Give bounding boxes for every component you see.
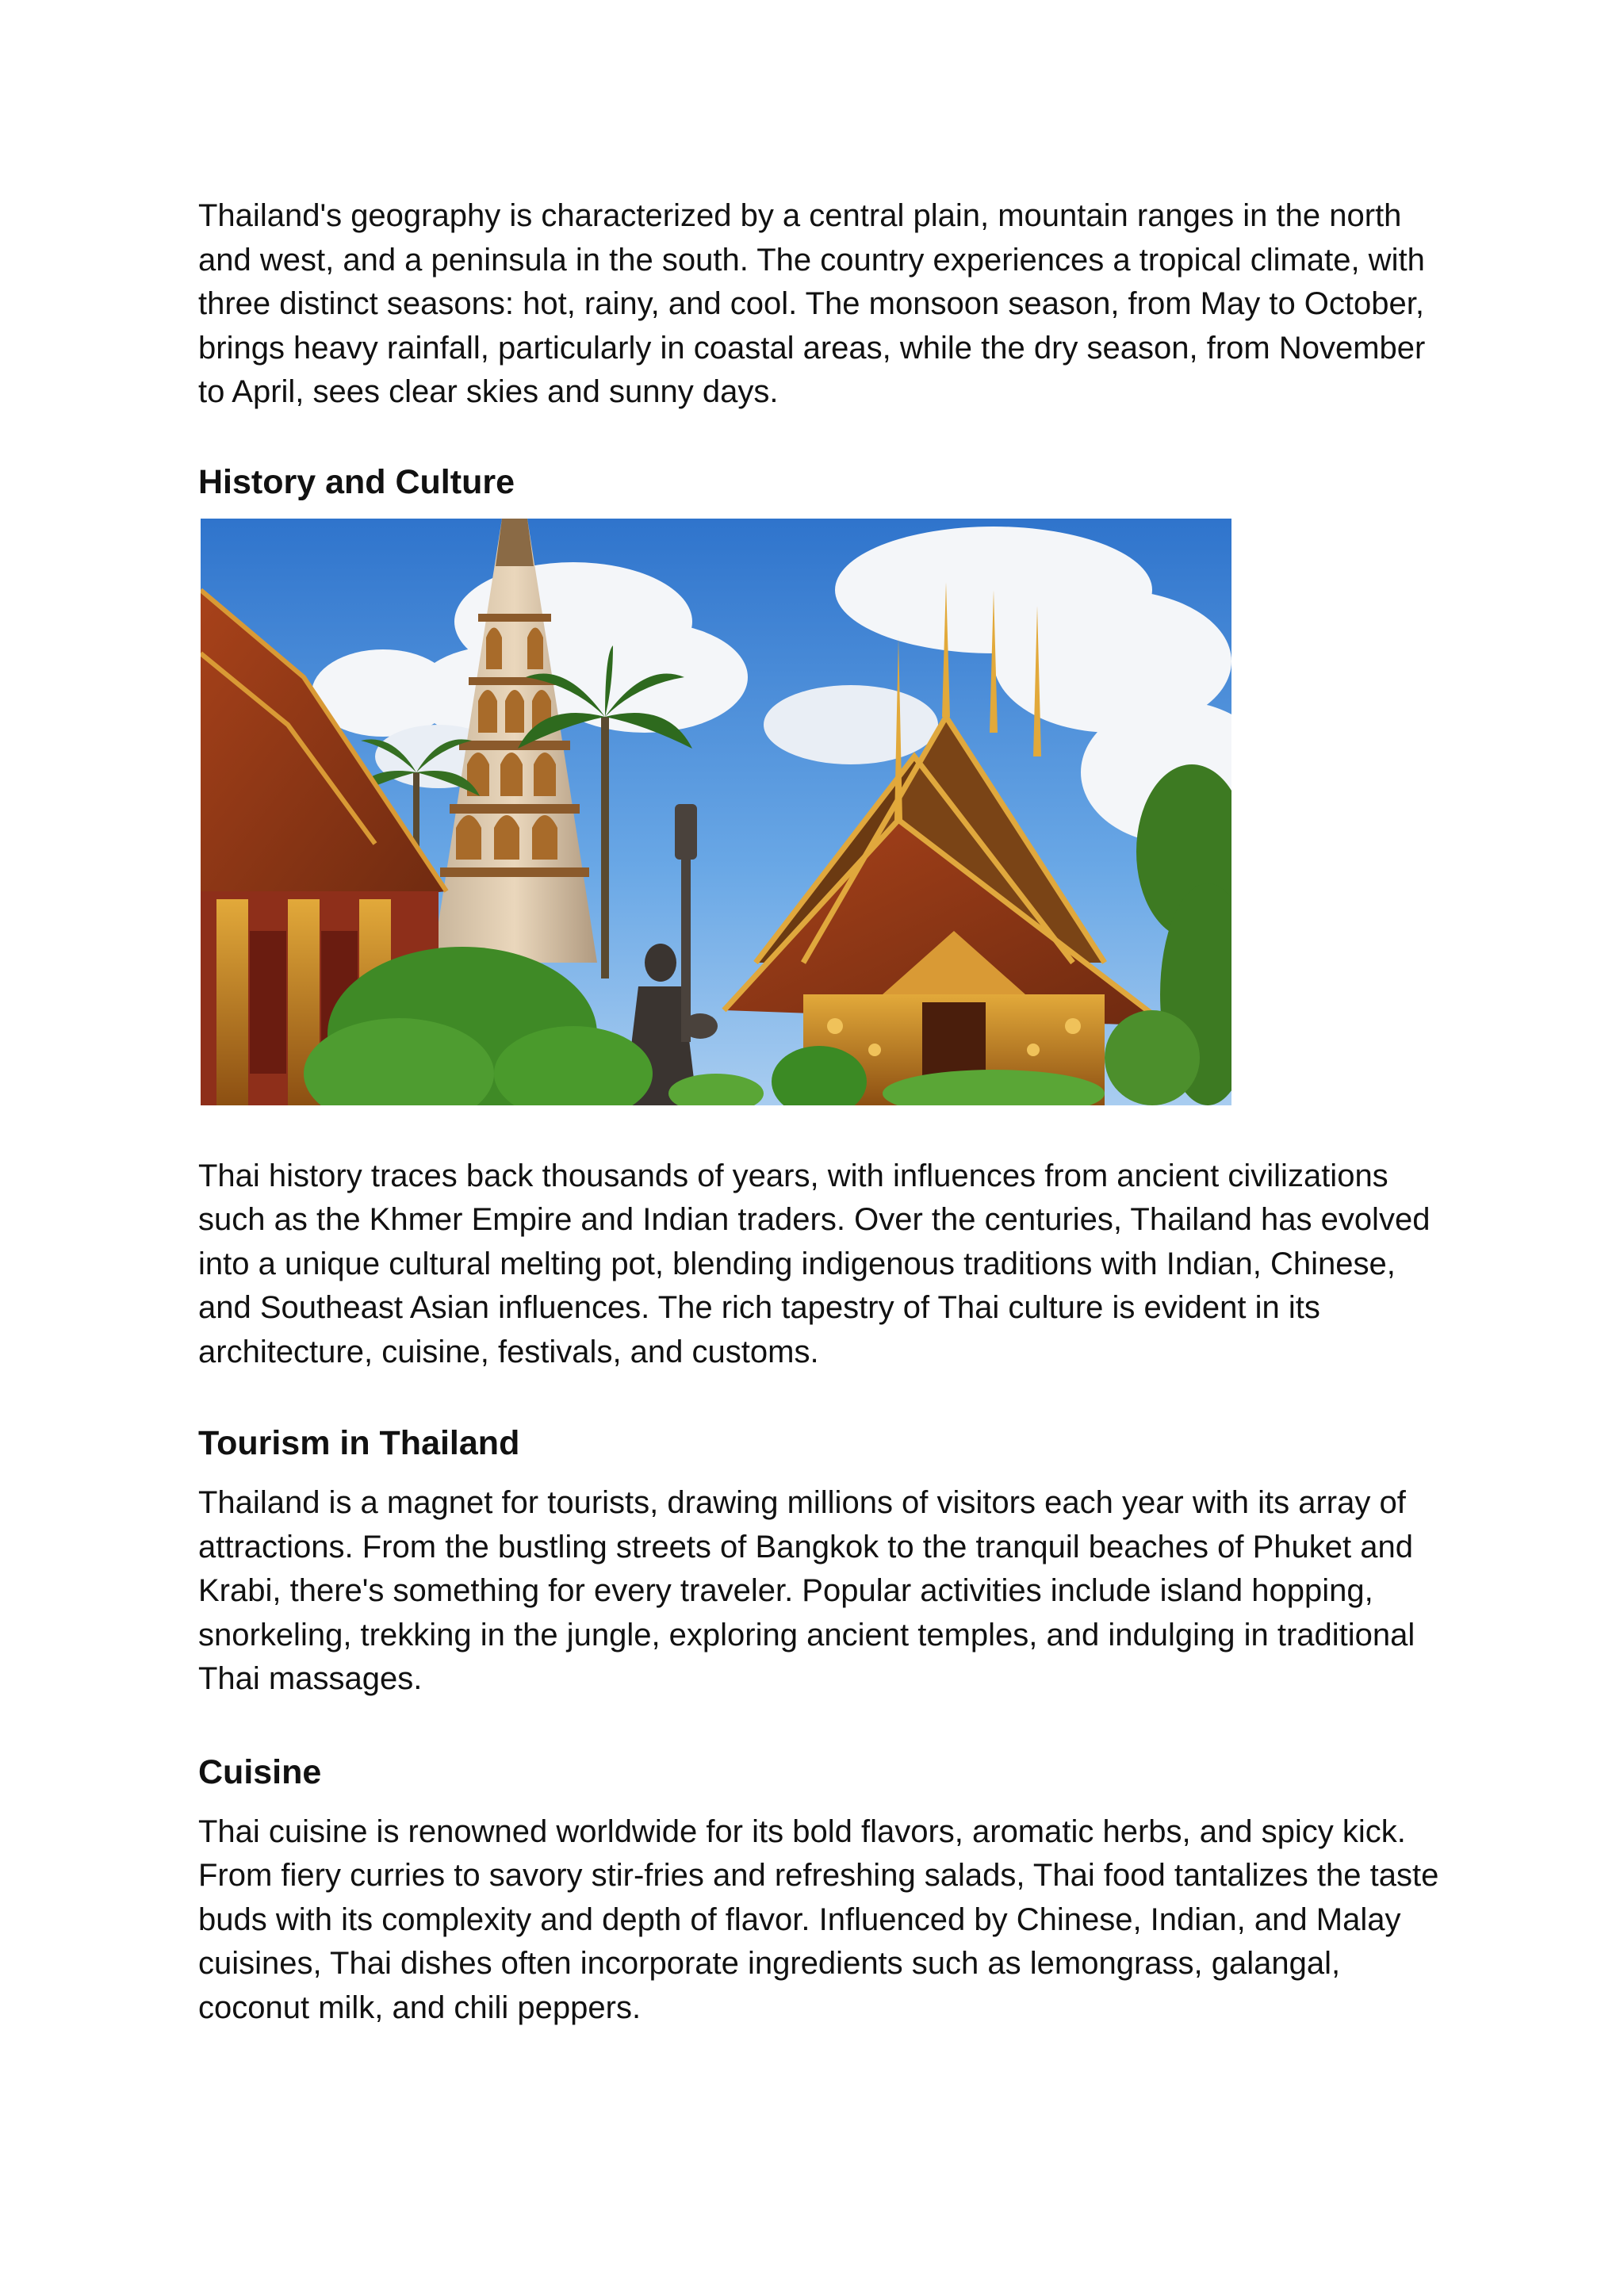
tourism-paragraph: Thailand is a magnet for tourists, drawing millions of visitors each year with its array of attractions. From the bustling streets of Bangkok to the tranquil beaches of Phuket and Krabi, there's something for every traveler. Popular activities include island hopping, snorkeling, trekking in the jungle, exploring ancient temples, and indulging in traditional Thai massages. [198, 1485, 1415, 1696]
history-heading: History and Culture [198, 462, 515, 501]
history-paragraph: Thai history traces back thousands of years, with influences from ancient civilizations such as the Khmer Empire and Indian traders. Over the centuries, Thailand has evolved into a unique cultural melting pot, blending indigenous traditions with Indian, Chinese, and Southeast Asian influences. The rich tapestry of Thai culture is evident in its architecture, cuisine, festivals, and customs. [198, 1158, 1431, 1369]
document-page [198, 194, 1443, 2030]
cuisine-heading: Cuisine [198, 1752, 322, 1791]
tourism-heading: Tourism in Thailand [198, 1424, 520, 1462]
temple-illustration [201, 519, 1231, 1105]
geography-paragraph: Thailand's geography is characterized by a central plain, mountain ranges in the north and west, and a peninsula in the south. The country experiences a tropical climate, with three distinct seasons: hot, rainy, and cool. The monsoon season, from May to October, brings heavy rainfall, particularly in coastal areas, while the dry season, from November to April, sees clear skies and sunny days. [198, 198, 1426, 409]
cuisine-paragraph: Thai cuisine is renowned worldwide for its bold flavors, aromatic herbs, and spicy kick. From fiery curries to savory stir-fries and refreshing salads, Thai food tantalizes the taste buds with its complexity and depth of flavor. Influenced by Chinese, Indian, and Malay cuisines, Thai dishes often incorporate ingredients such as lemongrass, galangal, coconut milk, and chili peppers. [198, 1813, 1439, 2025]
thai-temple-photo [201, 519, 1231, 1105]
